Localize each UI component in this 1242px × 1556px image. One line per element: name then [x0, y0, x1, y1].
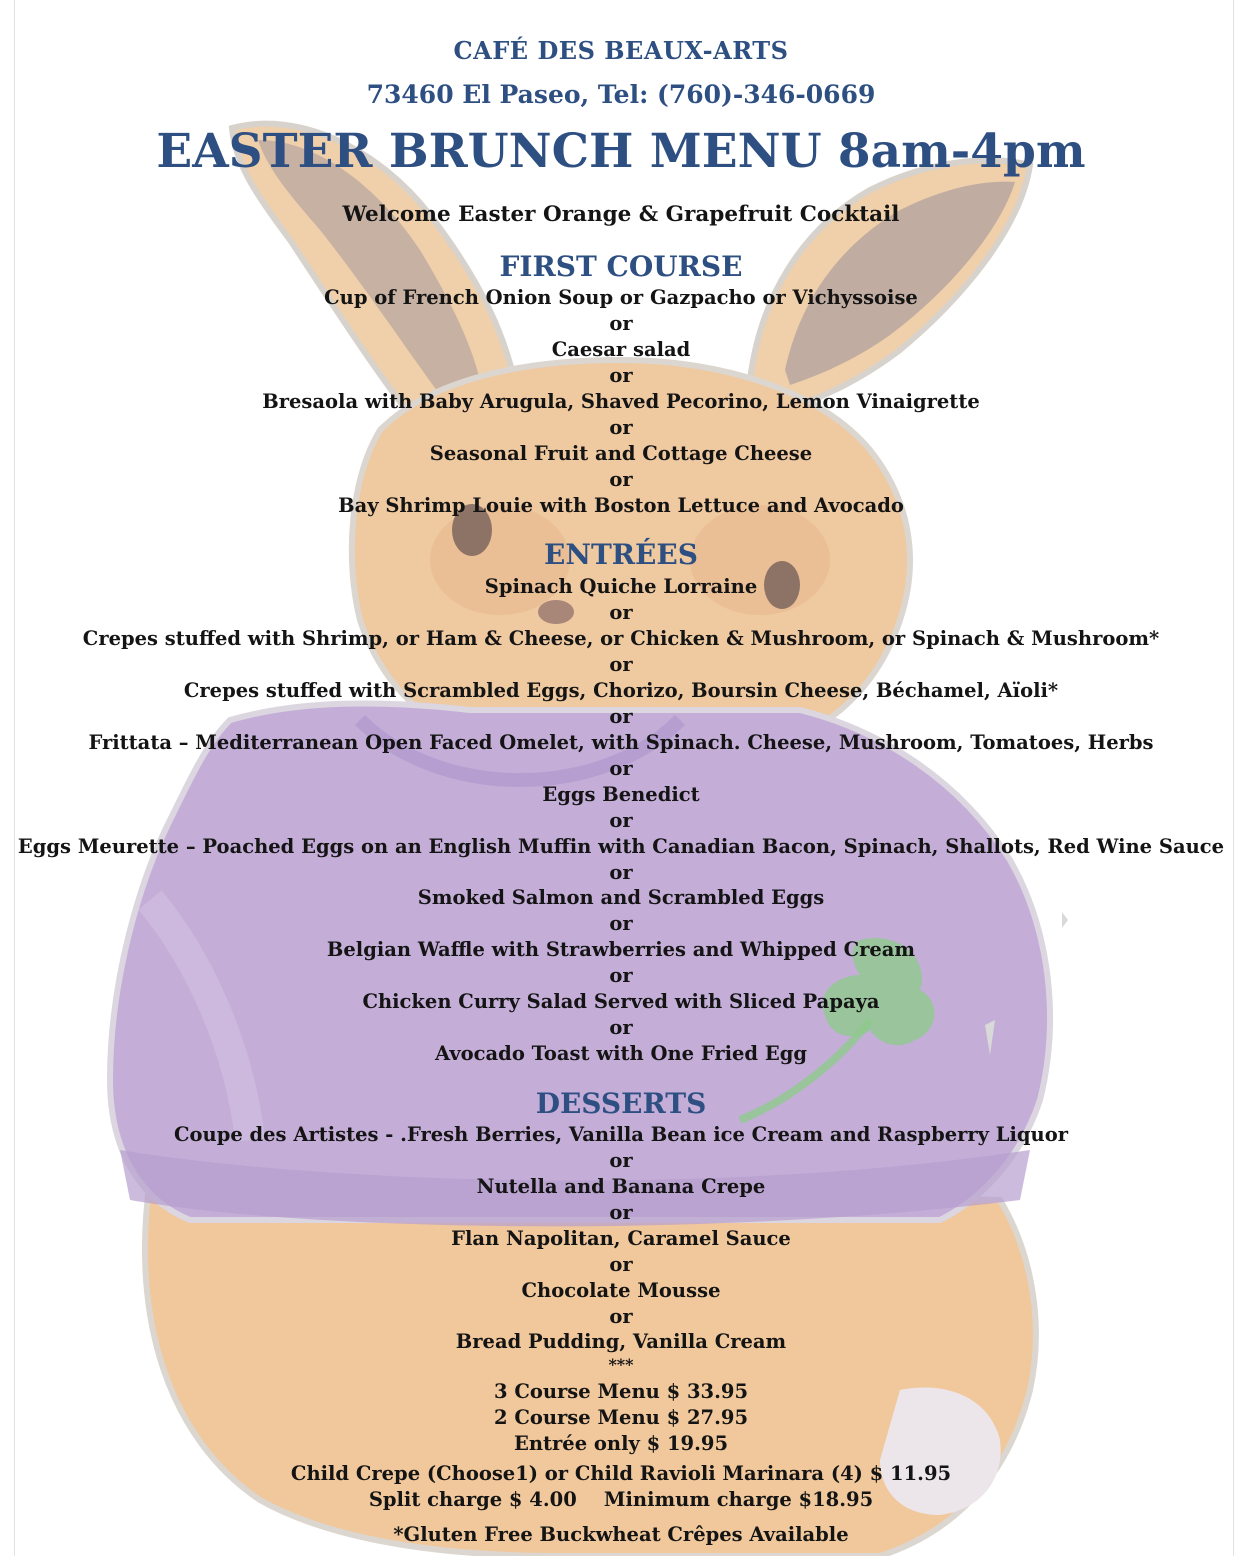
dessert-item-2: Nutella and Banana Crepe — [476, 1175, 766, 1198]
dessert-item-5: Bread Pudding, Vanilla Cream — [455, 1330, 787, 1353]
menu-title: EASTER BRUNCH MENU 8am-4pm — [156, 124, 1086, 179]
dessert-item-1: Coupe des Artistes - .Fresh Berries, Vanilla Bean ice Cream and Raspberry Liquor — [173, 1123, 1068, 1146]
entrees-title: ENTRÉES — [544, 538, 698, 571]
or-separator: or — [609, 364, 633, 387]
or-separator: or — [609, 964, 633, 987]
or-separator: or — [609, 1305, 633, 1328]
desserts-title: DESSERTS — [535, 1087, 707, 1120]
dessert-item-3: Flan Napolitan, Caramel Sauce — [451, 1227, 791, 1250]
first-course-title: FIRST COURSE — [499, 250, 743, 283]
or-separator: or — [609, 809, 633, 832]
or-separator: or — [609, 861, 633, 884]
price-2-course: 2 Course Menu $ 27.95 — [493, 1406, 749, 1429]
entree-item-4: Frittata – Mediterranean Open Faced Omelet, with Spinach. Cheese, Mushroom, Tomatoes, Herbs — [88, 731, 1154, 754]
or-separator: or — [609, 705, 633, 728]
price-child: Child Crepe (Choose1) or Child Ravioli Marinara (4) $ 11.95 — [290, 1462, 952, 1485]
entree-item-7: Smoked Salmon and Scrambled Eggs — [417, 886, 825, 909]
first-course-item-5: Bay Shrimp Louie with Boston Lettuce and Avocado — [338, 494, 904, 517]
or-separator: or — [609, 468, 633, 491]
price-entree-only: Entrée only $ 19.95 — [513, 1432, 729, 1455]
cafe-name: CAFÉ DES BEAUX-ARTS — [453, 36, 789, 65]
or-separator: or — [609, 1253, 633, 1276]
stars-divider: *** — [608, 1355, 634, 1374]
entree-item-6: Eggs Meurette – Poached Eggs on an English Muffin with Canadian Bacon, Spinach, Shallots, Red Wine Sauce — [17, 835, 1225, 858]
first-course-item-2: Caesar salad — [551, 338, 691, 361]
or-separator: or — [609, 601, 633, 624]
or-separator: or — [609, 416, 633, 439]
entree-item-5: Eggs Benedict — [542, 783, 700, 806]
dessert-item-4: Chocolate Mousse — [521, 1279, 721, 1302]
entree-item-3: Crepes stuffed with Scrambled Eggs, Chorizo, Boursin Cheese, Béchamel, Aïoli* — [183, 679, 1059, 702]
first-course-item-3: Bresaola with Baby Arugula, Shaved Pecorino, Lemon Vinaigrette — [262, 390, 980, 413]
or-separator: or — [609, 312, 633, 335]
gluten-free-note: *Gluten Free Buckwheat Crêpes Available — [393, 1523, 849, 1546]
entree-item-1: Spinach Quiche Lorraine — [484, 575, 758, 598]
or-separator: or — [609, 1149, 633, 1172]
price-split-minimum: Split charge $ 4.00 Minimum charge $18.95 — [368, 1488, 874, 1511]
entree-item-2: Crepes stuffed with Shrimp, or Ham & Cheese, or Chicken & Mushroom, or Spinach & Mushroom* — [82, 627, 1160, 650]
first-course-item-4: Seasonal Fruit and Cottage Cheese — [429, 442, 813, 465]
or-separator: or — [609, 1201, 633, 1224]
entree-item-8: Belgian Waffle with Strawberries and Whipped Cream — [326, 938, 916, 961]
or-separator: or — [609, 757, 633, 780]
or-separator: or — [609, 653, 633, 676]
first-course-item-1: Cup of French Onion Soup or Gazpacho or Vichyssoise — [324, 286, 918, 309]
entree-item-9: Chicken Curry Salad Served with Sliced Papaya — [362, 990, 880, 1013]
price-3-course: 3 Course Menu $ 33.95 — [493, 1380, 749, 1403]
or-separator: or — [609, 912, 633, 935]
or-separator: or — [609, 1016, 633, 1039]
cafe-address: 73460 El Paseo, Tel: (760)-346-0669 — [366, 80, 876, 109]
welcome-cocktail: Welcome Easter Orange & Grapefruit Cocktail — [342, 202, 900, 227]
entree-item-10: Avocado Toast with One Fried Egg — [435, 1042, 807, 1065]
